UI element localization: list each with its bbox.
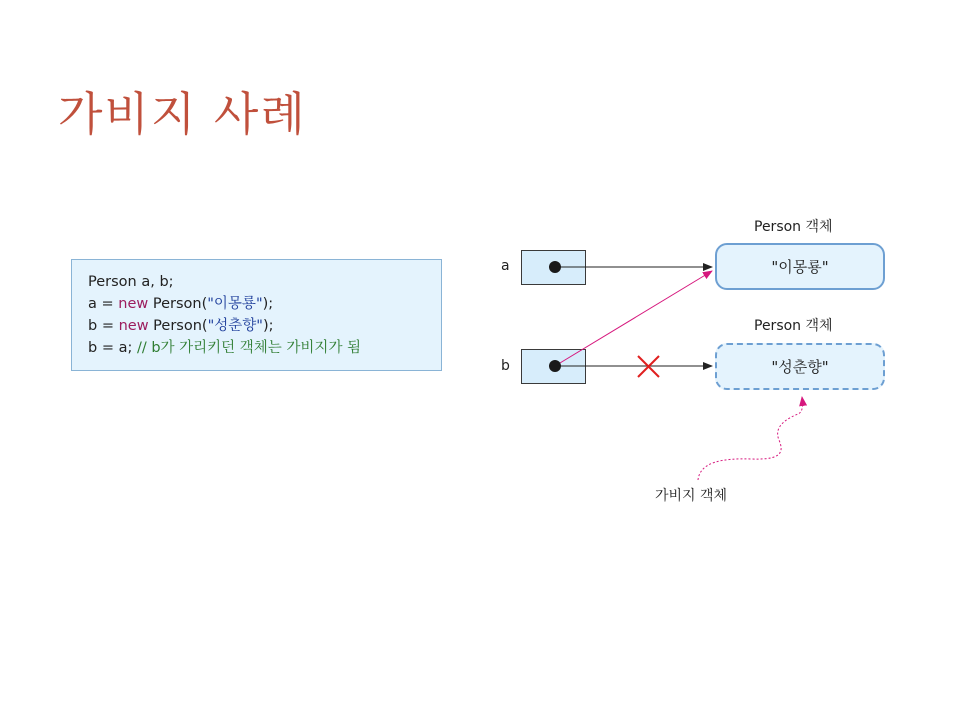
code-line-3-prefix: b =	[88, 318, 119, 334]
person-object-live-value: "이몽룡"	[771, 258, 829, 276]
variable-b-label: b	[501, 358, 510, 374]
code-line-2-mid: Person(	[148, 296, 208, 312]
reference-dot-a	[549, 261, 561, 273]
person-object-caption-2: Person 객체	[754, 318, 833, 334]
variable-a-label: a	[501, 258, 510, 274]
garbage-object-label: 가비지 객체	[655, 488, 728, 504]
code-line-3-mid: Person(	[148, 318, 208, 334]
code-line-3-suffix: );	[262, 318, 274, 334]
code-line-1-text: Person a, b;	[88, 274, 174, 290]
slide-title: 가비지 사례	[58, 87, 307, 141]
code-line-2-string: "이몽룡"	[207, 296, 263, 312]
code-line-3-keyword: new	[118, 318, 149, 334]
person-object-garbage-value: "성춘향"	[771, 358, 829, 376]
code-line-2-suffix: );	[262, 296, 274, 312]
reference-arrow-b-to-live	[555, 271, 712, 366]
code-line-2-prefix: a =	[88, 296, 119, 312]
code-line-2-keyword: new	[118, 296, 149, 312]
garbage-pointer-arrow	[698, 397, 803, 480]
code-line-3-string: "성춘향"	[207, 318, 263, 334]
code-line-4-prefix: b = a;	[88, 340, 137, 356]
code-line-4-comment: // b가 가리키던 객체는 가비지가 됨	[136, 340, 362, 356]
person-object-caption-1: Person 객체	[754, 219, 833, 235]
reference-dot-b	[549, 360, 561, 372]
